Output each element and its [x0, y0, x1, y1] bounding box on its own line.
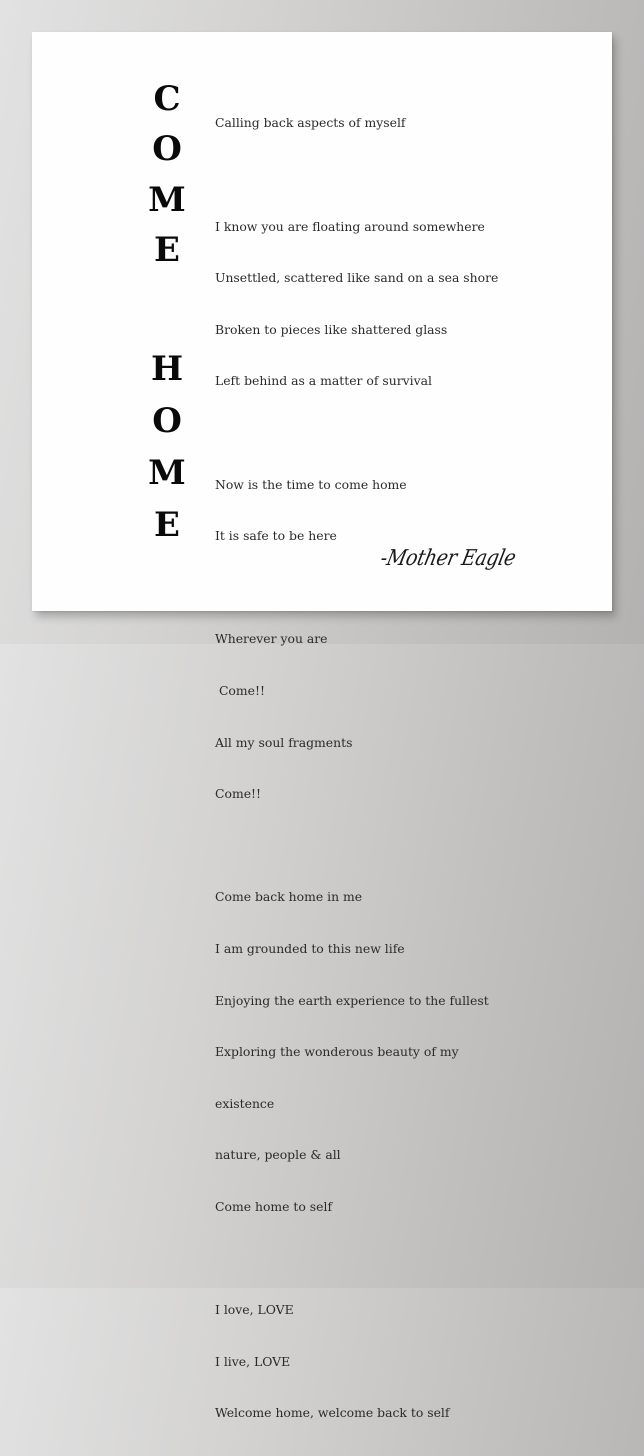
- poem-line: Left behind as a matter of survival: [215, 373, 432, 389]
- poem-line: I love, LOVE: [215, 1302, 294, 1318]
- poem-line: Come!!: [215, 682, 265, 698]
- poem-line: Come home to self: [215, 1198, 333, 1214]
- poem-line: Calling back aspects of myself: [215, 115, 406, 131]
- poem-line: [215, 424, 498, 441]
- poem-line: [215, 579, 498, 596]
- title-letter: M: [148, 453, 186, 493]
- poem-line: Broken to pieces like shattered glass: [215, 321, 448, 337]
- poem-line: Exploring the wonderous beauty of my: [215, 1044, 459, 1060]
- title-letter: O: [152, 129, 182, 169]
- title-letter: M: [148, 180, 186, 220]
- poem-line: Come!!: [215, 786, 261, 802]
- poem-line: Now is the time to come home: [215, 476, 407, 492]
- poem-line: Enjoying the earth experience to the fullest: [215, 992, 489, 1008]
- poem-line: It is safe to be here: [215, 528, 337, 544]
- poem-line: Wherever you are: [215, 631, 328, 647]
- poem-line: Come back home in me: [215, 889, 363, 905]
- poem-line: Unsettled, scattered like sand on a sea shore: [215, 270, 499, 286]
- poem-line: I know you are floating around somewhere: [215, 218, 485, 234]
- title-letter: H: [150, 349, 184, 389]
- poem-line: [215, 166, 498, 183]
- title-letter: C: [153, 79, 181, 119]
- title-letter: E: [154, 505, 180, 545]
- poem-line: All my soul fragments: [215, 734, 353, 750]
- author-signature: -Mother Eagle: [378, 545, 519, 571]
- poem-line: I am grounded to this new life: [215, 940, 405, 956]
- poem-line: I live, LOVE: [215, 1353, 291, 1369]
- poem-line: existence: [215, 1095, 275, 1111]
- poem-line: Welcome home, welcome back to self: [215, 1405, 450, 1421]
- poem-poster: [32, 32, 612, 1421]
- poem-line: [215, 1249, 498, 1266]
- poem-body: [215, 80, 498, 1456]
- title-letter: E: [154, 230, 180, 270]
- poem-line: [215, 837, 498, 854]
- poem-line: nature, people & all: [215, 1147, 341, 1163]
- title-letter: O: [152, 401, 182, 441]
